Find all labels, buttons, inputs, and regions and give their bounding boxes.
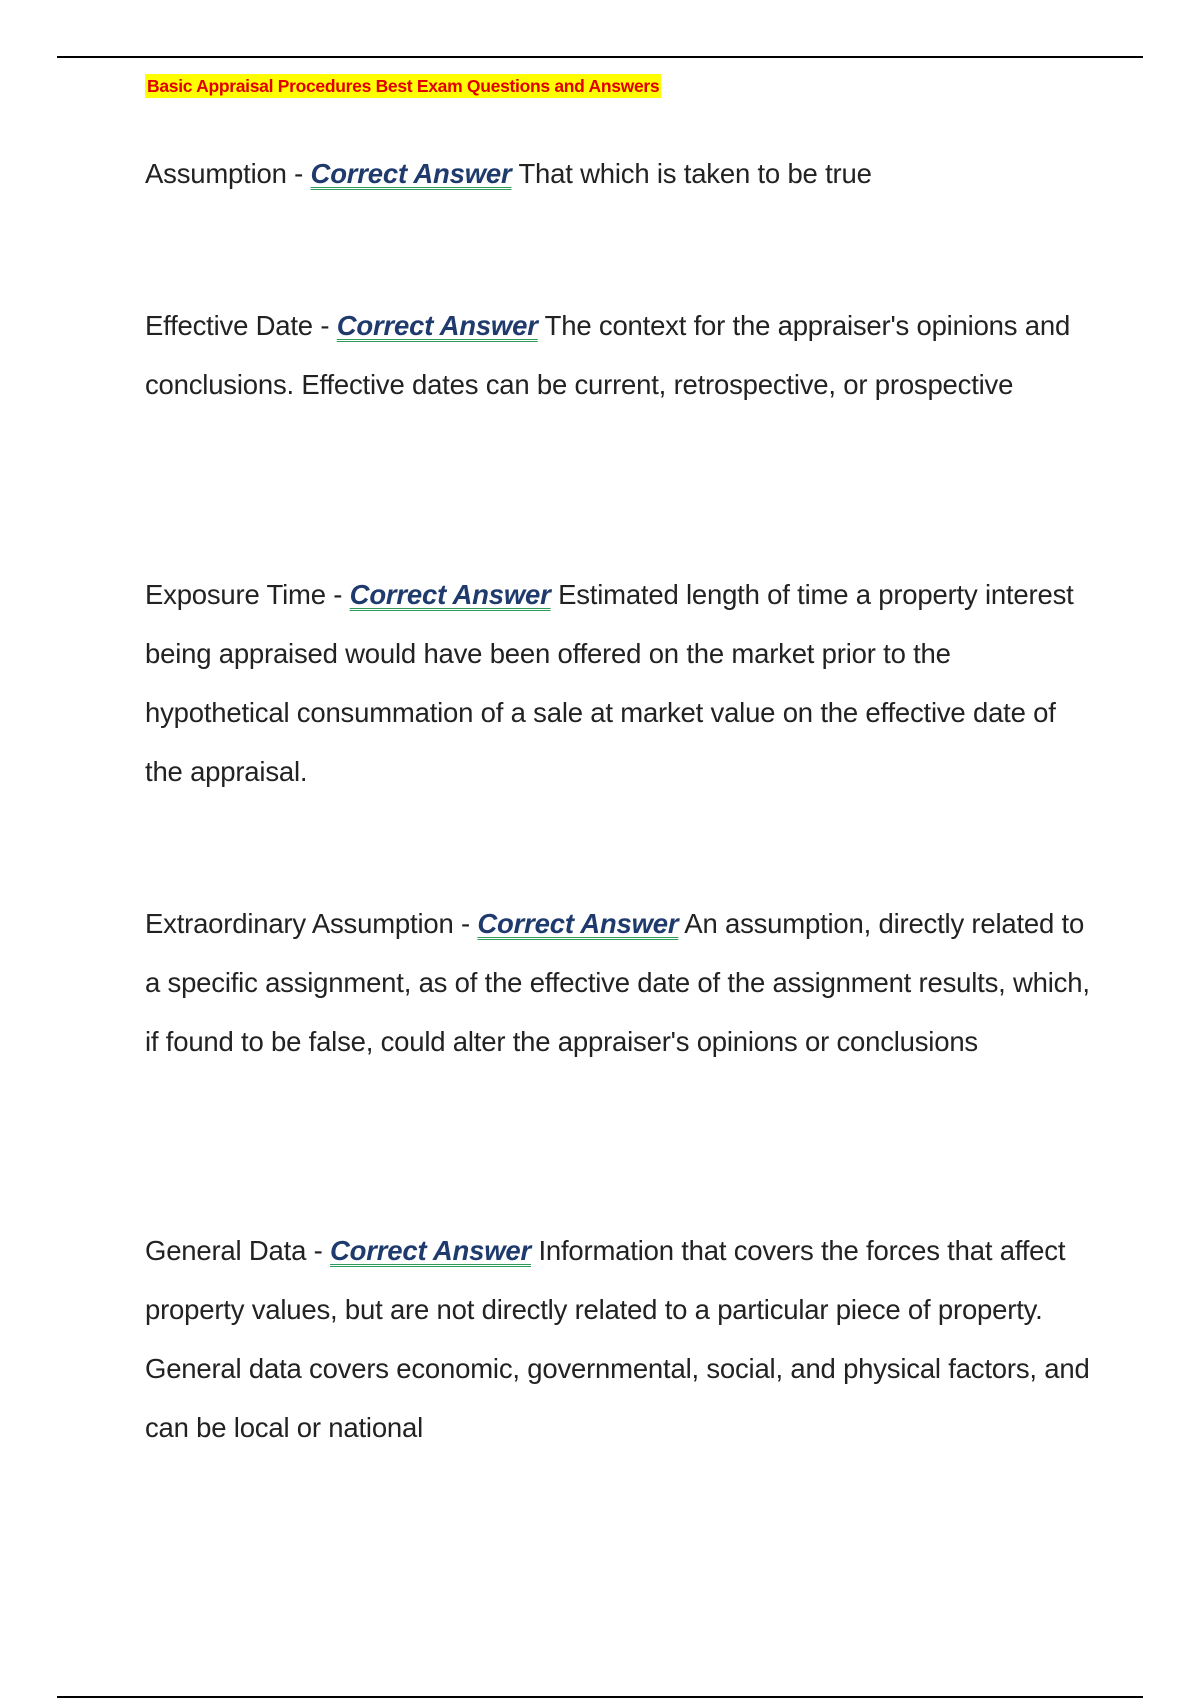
entry-term: General Data [145, 1235, 307, 1266]
entry-definition: An assumption, directly related to a specific assignment, as of the effective date of the assignment results, which, if found to be false, could alter the appraiser's opinions or conclusions [145, 908, 1090, 1057]
qa-entry-effective-date [145, 296, 1095, 414]
qa-entry-extraordinary-assumption [145, 894, 1095, 1071]
qa-entry-text [145, 144, 1095, 203]
document-title: Basic Appraisal Procedures Best Exam Questions and Answers [147, 76, 660, 96]
qa-entry-general-data [145, 1221, 1095, 1457]
entry-separator: - [306, 1235, 331, 1266]
entry-definition: The context for the appraiser's opinions and conclusions. Effective dates can be current, retrospective, or prospective [145, 310, 1071, 400]
qa-entry-text [145, 1221, 1095, 1457]
entry-term: Extraordinary Assumption [145, 908, 454, 939]
entry-term: Assumption [145, 158, 287, 189]
qa-entry-assumption [145, 144, 1095, 203]
entry-term: Effective Date [145, 310, 313, 341]
qa-entry-text [145, 894, 1095, 1071]
top-rule [57, 56, 1143, 58]
correct-answer-label: Correct Answer [349, 579, 551, 610]
entry-definition: Information that covers the forces that affect property values, but are not directly related to a particular piece of property. General data covers economic, governmental, social, and physical factors, and can be local or national [145, 1235, 1090, 1443]
bottom-rule [57, 1696, 1143, 1698]
entry-term: Exposure Time [145, 579, 326, 610]
qa-entry-text [145, 565, 1095, 801]
entry-separator: - [286, 158, 311, 189]
entry-definition: That which is taken to be true [518, 158, 872, 189]
entry-separator: - [453, 908, 478, 939]
entry-separator: - [325, 579, 350, 610]
correct-answer-label: Correct Answer [310, 158, 512, 189]
correct-answer-label: Correct Answer [336, 310, 538, 341]
correct-answer-label: Correct Answer [330, 1235, 531, 1266]
correct-answer-label: Correct Answer [477, 908, 679, 939]
entry-separator: - [312, 310, 337, 341]
qa-entry-exposure-time [145, 565, 1095, 801]
entry-definition: Estimated length of time a property interest being appraised would have been offered on the market prior to the hypothetical consummation of a sale at market value on the effective date of the appraisal. [145, 579, 1074, 787]
qa-entry-text [145, 296, 1095, 414]
